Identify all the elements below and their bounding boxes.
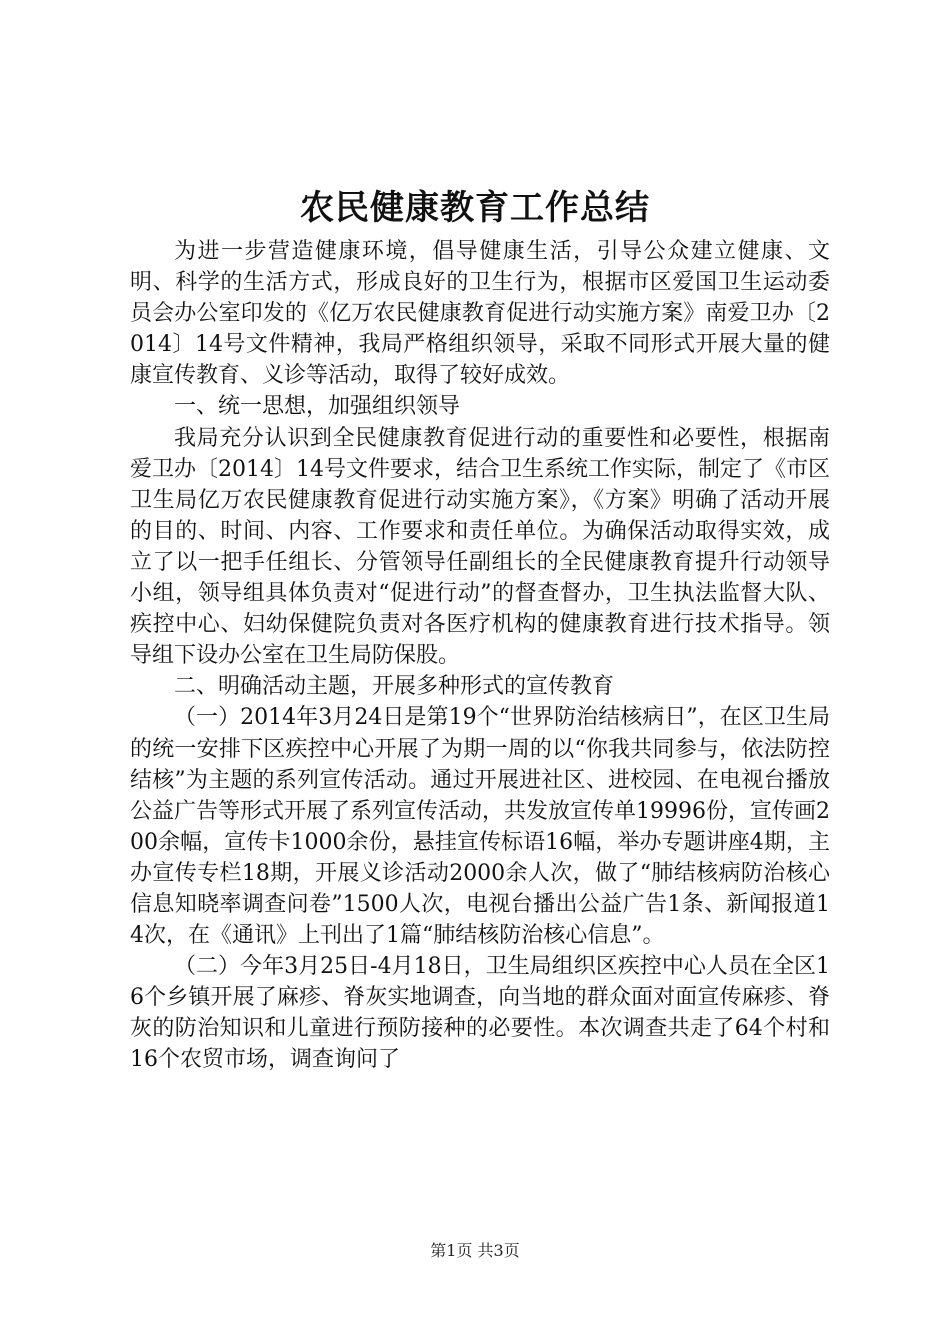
- document-body: [130, 236, 830, 1076]
- document-title: 农民健康教育工作总结: [300, 188, 650, 228]
- paragraph-item-2: （二）今年3月25日-4月18日，卫生局组织区疾控中心人员在全区16个乡镇开展了麻疹、脊灰实地调查，向当地的群众面对面宣传麻疹、脊灰的防治知识和儿童进行预防接种的必要性。本次调查共走了64个村和16个农贸市场，调查询问了: [130, 954, 830, 1073]
- page-footer: 第1页 共3页: [430, 1241, 520, 1260]
- paragraph-section-1: 我局充分认识到全民健康教育促进行动的重要性和必要性，根据南爱卫办〔2014〕14号文件要求，结合卫生系统工作实际，制定了《市区卫生局亿万农民健康教育促进行动实施方案》，《方案》明确了活动开展的目的、时间、内容、工作要求和责任单位。为确保活动取得实效，成立了以一把手任组长、分管领导任副组长的全民健康教育提升行动领导小组，领导组具体负责对“促进行动”的督查督办，卫生执法监督大队、疾控中心、妇幼保健院负责对各医疗机构的健康教育进行技术指导。领导组下设办公室在卫生局防保股。: [130, 425, 830, 669]
- section-heading-1: 一、统一思想，加强组织领导: [174, 394, 461, 420]
- section-heading-2: 二、明确活动主题，开展多种形式的宣传教育: [174, 674, 615, 700]
- paragraph-item-1: （一）2014年3月24日是第19个“世界防治结核病日”，在区卫生局的统一安排下区疾控中心开展了为期一周的以“你我共同参与，依法防控结核”为主题的系列宣传活动。通过开展进社区、进校园、在电视台播放公益广告等形式开展了系列宣传活动，共发放宣传单19996份，宣传画200余幅，宣传卡1000余份，悬挂宣传标语16幅，举办专题讲座4期，主办宣传专栏18期，开展义诊活动2000余人次，做了“肺结核病防治核心信息知晓率调查问卷”1500人次，电视台播出公益广告1条、新闻报道14次，在《通讯》上刊出了1篇“肺结核防治核心信息”。: [130, 705, 830, 949]
- paragraph-intro: 为进一步营造健康环境，倡导健康生活，引导公众建立健康、文明、科学的生活方式，形成良好的卫生行为，根据市区爱国卫生运动委员会办公室印发的《亿万农民健康教育促进行动实施方案》南爱卫办〔2014〕14号文件精神，我局严格组织领导，采取不同形式开展大量的健康宣传教育、义诊等活动，取得了较好成效。: [130, 239, 830, 389]
